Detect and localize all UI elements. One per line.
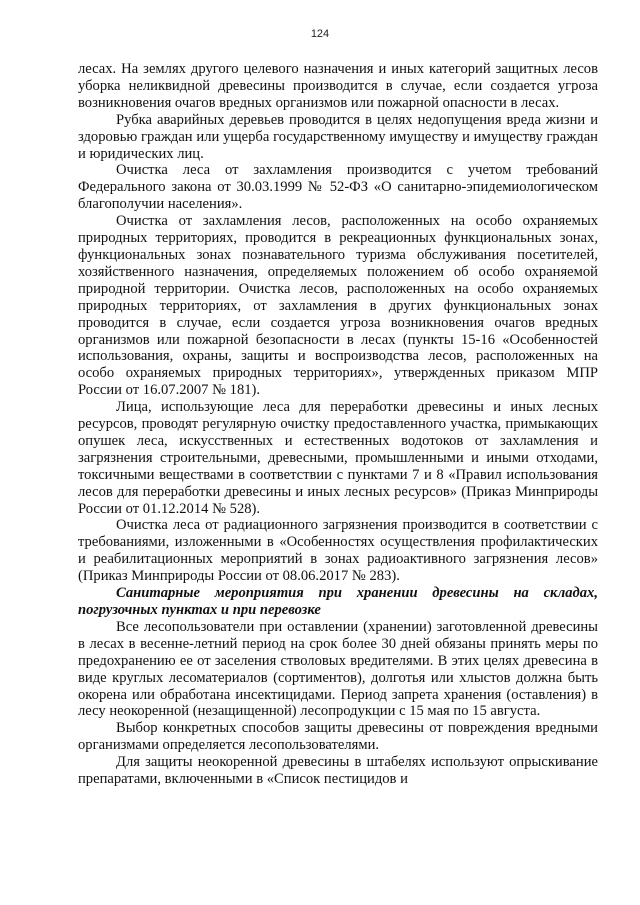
paragraph: Очистка от захламления лесов, расположенных на особо охраняемых природных территориях, проводится в рекреационных функциональных зонах, функциональных зонах познавательного туризма обслуживания посетителей, хозяйственного назначения, определяемых положением об особо охраняемой природной территории. Очистка лесов, расположенных на особо охраняемых природных территориях, от захламления в других функциональных зонах проводится в случае, если создается угроза возникновения очагов вредных организмов или пожарной безопасности в лесах (пункты 15-16 «Особенностей использования, охраны, защиты и воспроизводства лесов, расположенных на особо охраняемых природных территориях», утвержденных приказом МПР России от 16.07.2007 № 181). [78, 213, 598, 399]
paragraph: Все лесопользователи при оставлении (хранении) заготовленной древесины в лесах в весенне-летний период на срок более 30 дней обязаны принять меры по предохранению ее от заселения стволовых вредителями. В этих целях древесина в виде круглых лесоматериалов (сортиментов), долготья или хлыстов должна быть окорена или обработана инсектицидами. Период запрета хранения (оставления) в лесу неокоренной (незащищенной) лесопродукции с 15 мая по 15 августа. [78, 618, 598, 720]
paragraph: Лица, использующие леса для переработки древесины и иных лесных ресурсов, проводят регулярную очистку предоставленного участка, примыкающих опушек леса, искусственных и естественных водотоков от захламления и загрязнения строительными, древесными, промышленными и иными отходами, токсичными веществами в соответствии с пунктами 7 и 8 «Правил использования лесов для переработки древесины и иных лесных ресурсов» (Приказ Минприроды России от 01.12.2014 № 528). [78, 399, 598, 517]
paragraph: Очистка леса от радиационного загрязнения производится в соответствии с требованиями, изложенными в «Особенностях осуществления профилактических и реабилитационных мероприятий в зонах радиоактивного загрязнения лесов» (Приказ Минприроды России от 08.06.2017 № 283). [78, 517, 598, 585]
body-text [78, 61, 598, 788]
paragraph: Рубка аварийных деревьев проводится в целях недопущения вреда жизни и здоровью граждан или ущерба государственному имуществу и имуществу граждан и юридических лиц. [78, 111, 598, 162]
section-heading: Санитарные мероприятия при хранении древесины на складах, погрузочных пунктах и при перевозке [78, 585, 598, 618]
paragraph: Выбор конкретных способов защиты древесины от повреждения вредными организмами определяется лесопользователями. [78, 720, 598, 754]
paragraph: Очистка леса от захламления производится с учетом требований Федерального закона от 30.03.1999 № 52-ФЗ «О санитарно-эпидемиологическом благополучии населения». [78, 162, 598, 213]
paragraph: лесах. На землях другого целевого назначения и иных категорий защитных лесов уборка неликвидной древесины производится в случае, если создается угроза возникновения очагов вредных организмов или пожарной опасности в лесах. [78, 61, 598, 111]
paragraph: Для защиты неокоренной древесины в штабелях используют опрыскивание препаратами, включенными в «Список пестицидов и [78, 754, 598, 788]
page-number: 124 [310, 28, 330, 40]
